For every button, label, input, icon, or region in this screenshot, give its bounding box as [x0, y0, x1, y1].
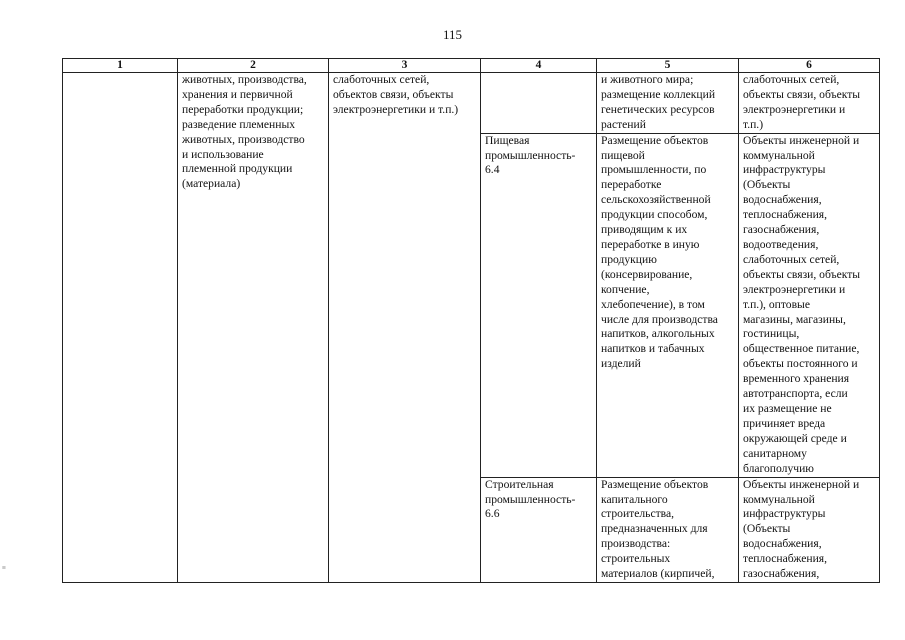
cell-row1-col6: слаботочных сетей, объекты связи, объекты электроэнергетики и т.п.) — [739, 73, 880, 134]
cell-col2-activity: животных, производства, хранения и первичной переработки продукции; разведение племенных животных, производство и использование племенной продукции (материала) — [178, 73, 329, 583]
column-header-3: 3 — [329, 59, 481, 73]
land-use-table — [62, 58, 880, 583]
cell-food-industry-objects: Объекты инженерной и коммунальной инфраструктуры (Объекты водоснабжения, теплоснабжения, газоснабжения, водоотведения, слаботочных сетей, объекты связи, объекты электроэнергетики и т.п.), оптовые магазины, магазины, гостиницы, общественное питание, объекты постоянного и временного хранения автотранспорта, если их размещение не причиняет вреда окружающей среде и санитарному благополучию — [739, 133, 880, 477]
cell-row1-col5: и животного мира; размещение коллекций генетических ресурсов растений — [597, 73, 739, 134]
cell-construction-industry-objects: Объекты инженерной и коммунальной инфраструктуры (Объекты водоснабжения, теплоснабжения, газоснабжения, — [739, 477, 880, 582]
cell-food-industry-description: Размещение объектов пищевой промышленности, по переработке сельскохозяйственной продукции способом, приводящим к их переработке в иную продукцию (консервирование, копчение, хлебопечение), в том числе для производства напитков, алкогольных напитков и табачных изделий — [597, 133, 739, 477]
column-header-2: 2 — [178, 59, 329, 73]
column-header-5: 5 — [597, 59, 739, 73]
cell-construction-industry-name: Строительная промышленность- 6.6 — [481, 477, 597, 582]
cell-row1-col4-empty — [481, 73, 597, 134]
column-header-1: 1 — [63, 59, 178, 73]
table-header-row — [63, 59, 880, 73]
cell-construction-industry-description: Размещение объектов капитального строительства, предназначенных для производства: строительных материалов (кирпичей, — [597, 477, 739, 582]
column-header-4: 4 — [481, 59, 597, 73]
cell-col3-infrastructure: слаботочных сетей, объектов связи, объекты электроэнергетики и т.п.) — [329, 73, 481, 583]
column-header-6: 6 — [739, 59, 880, 73]
page-number: 115 — [442, 27, 463, 42]
cell-food-industry-name: Пищевая промышленность- 6.4 — [481, 133, 597, 477]
table-row — [63, 73, 880, 134]
scan-margin-mark: ≡ — [2, 564, 6, 572]
cell-col1-empty — [63, 73, 178, 583]
